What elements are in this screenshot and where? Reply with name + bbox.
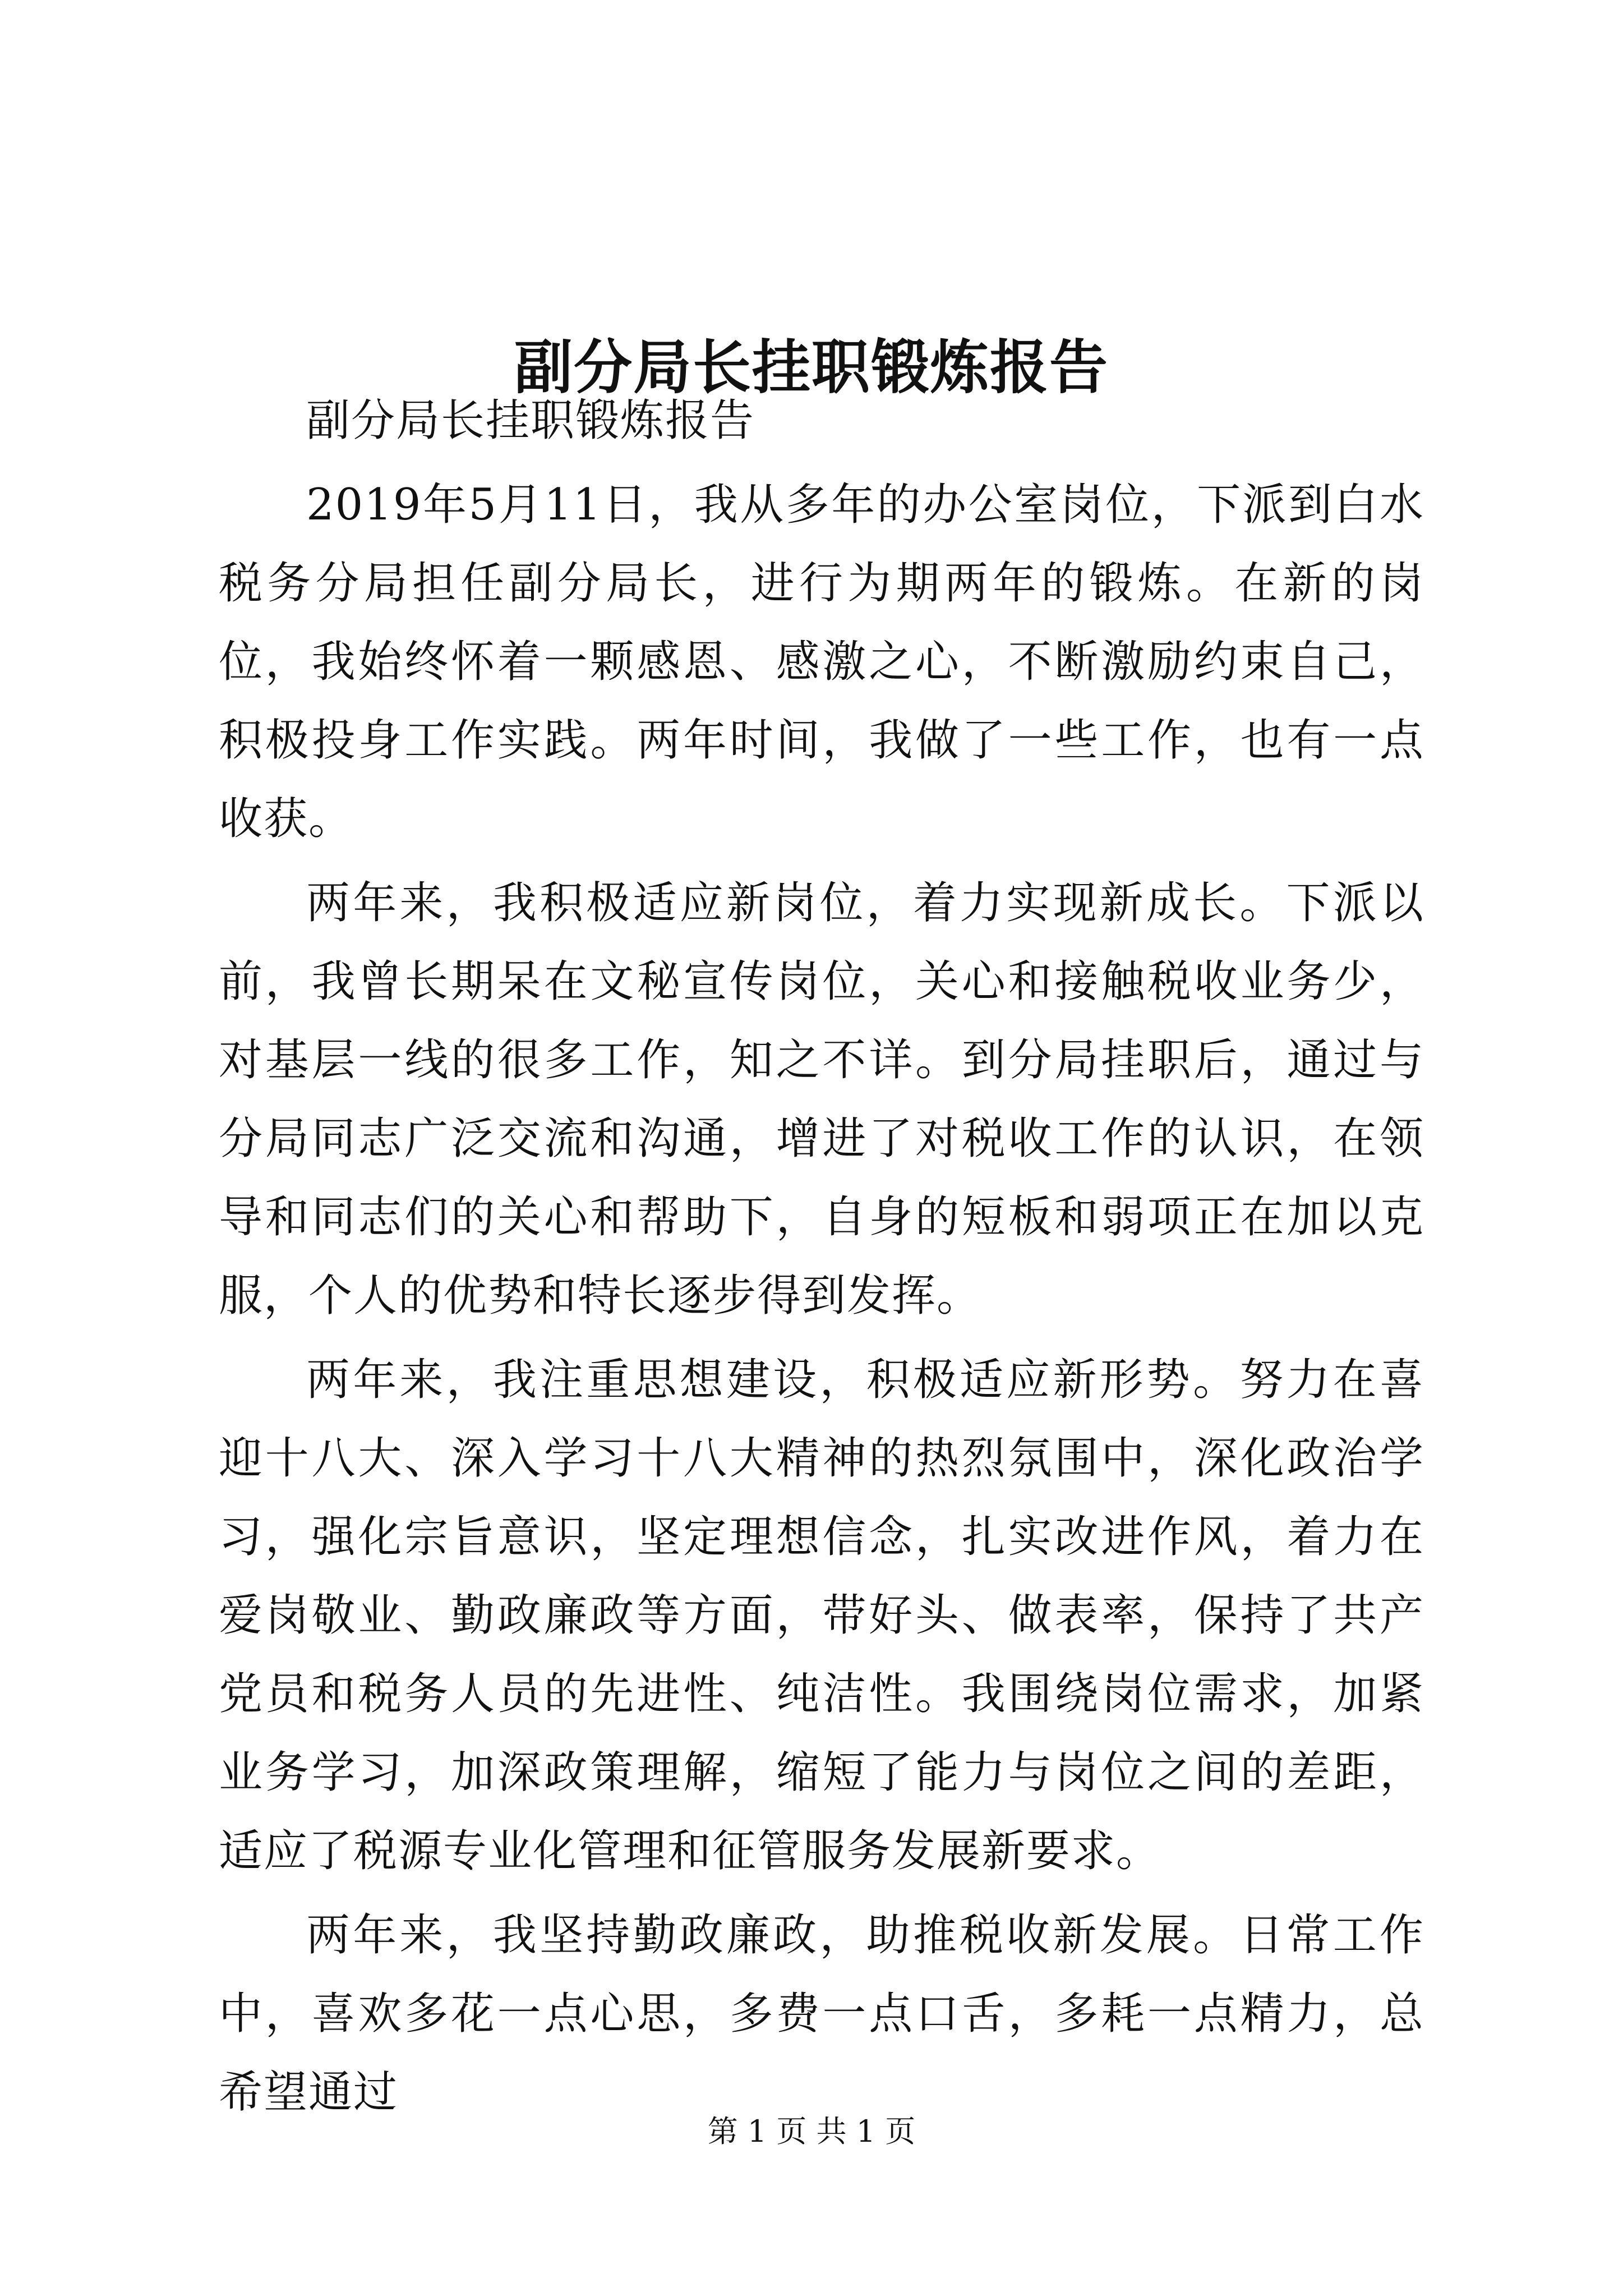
document-body xyxy=(219,381,1424,2137)
paragraph-3: 两年来，我注重思想建设，积极适应新形势。努力在喜迎十八大、深入学习十八大精神的热烈氛围中，深化政治学习，强化宗旨意识，坚定理想信念，扎实改进作风，着力在爱岗敬业、勤政廉政等方面，带好头、做表率，保持了共产党员和税务人员的先进性、纯洁性。我围绕岗位需求，加紧业务学习，加深政策理解，缩短了能力与岗位之间的差距，适应了税源专业化管理和征管服务发展新要求。 xyxy=(219,1355,1424,1876)
page-footer: 第 1 页 共 1 页 xyxy=(707,2114,916,2149)
document-title: 副分局长挂职锻炼报告 xyxy=(514,332,1109,402)
paragraph-1: 2019年5月11日，我从多年的办公室岗位，下派到白水税务分局担任副分局长，进行为期两年的锻炼。在新的岗位，我始终怀着一颗感恩、感激之心，不断激励约束自己，积极投身工作实践。两年时间，我做了一些工作，也有一点收获。 xyxy=(219,480,1424,844)
paragraph-subtitle: 副分局长挂职锻炼报告 xyxy=(306,395,755,446)
paragraph-4: 两年来，我坚持勤政廉政，助推税收新发展。日常工作中，喜欢多花一点心思，多费一点口舌，多耗一点精力，总希望通过 xyxy=(219,1910,1424,2118)
paragraph-2: 两年来，我积极适应新岗位，着力实现新成长。下派以前，我曾长期呆在文秘宣传岗位，关心和接触税收业务少，对基层一线的很多工作，知之不详。到分局挂职后，通过与分局同志广泛交流和沟通，增进了对税收工作的认识，在领导和同志们的关心和帮助下，自身的短板和弱项正在加以克服，个人的优势和特长逐步得到发挥。 xyxy=(219,878,1424,1321)
